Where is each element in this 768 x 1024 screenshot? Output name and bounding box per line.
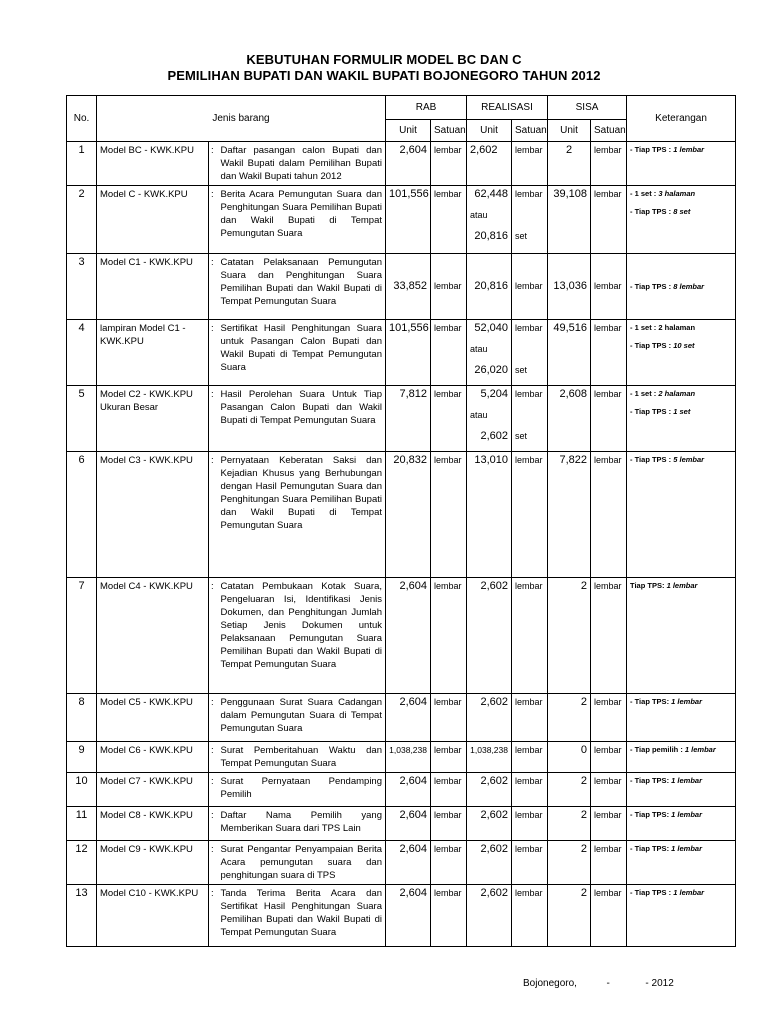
cell-description: Catatan Pelaksanaan Pemungutan Suara dan Penghitungan Suara Pemilihan Bupati dan Wakil Bupati di Tempat Pemungutan Suara <box>218 254 386 320</box>
header-realisasi-unit: Unit <box>467 120 512 142</box>
cell-no: 2 <box>67 186 97 254</box>
realisasi-unit-value: 62,448 <box>474 188 508 200</box>
cell-rab-satuan: lembar <box>431 773 467 807</box>
cell-model: Model C4 - KWK.KPU <box>97 578 209 694</box>
cell-realisasi-satuan: lembar <box>512 742 548 773</box>
cell-sisa-satuan: lembar <box>591 773 627 807</box>
table-row <box>67 807 736 841</box>
cell-rab-satuan: lembar <box>431 320 467 386</box>
keterangan-label: - Tiap TPS: <box>630 697 670 706</box>
cell-sisa-unit: 13,036 <box>548 254 591 320</box>
cell-sisa-unit: 49,516 <box>548 320 591 386</box>
cell-no: 4 <box>67 320 97 386</box>
keterangan-value: 5 lembar <box>673 455 705 464</box>
cell-description: Daftar Nama Pemilih yang Memberikan Suara dari TPS Lain <box>218 807 386 841</box>
keterangan-value: 1 lembar <box>673 888 705 897</box>
realisasi-or-label: atau <box>470 210 488 220</box>
cell-realisasi-satuan <box>512 320 548 386</box>
cell-colon: : <box>209 694 218 742</box>
cell-colon: : <box>209 320 218 386</box>
cell-rab-satuan: lembar <box>431 386 467 452</box>
keterangan-value-2: 1 set <box>673 407 691 416</box>
cell-sisa-satuan: lembar <box>591 578 627 694</box>
cell-realisasi-satuan <box>512 186 548 254</box>
cell-no: 12 <box>67 841 97 885</box>
cell-description: Surat Pengantar Penyampaian Berita Acara pemungutan suara dan penghitungan suara di TPS <box>218 841 386 885</box>
cell-realisasi-satuan: lembar <box>512 694 548 742</box>
cell-realisasi-satuan: lembar <box>512 254 548 320</box>
cell-model: Model C6 - KWK.KPU <box>97 742 209 773</box>
cell-keterangan <box>627 142 736 186</box>
cell-realisasi-satuan: lembar <box>512 773 548 807</box>
realisasi-set-satuan: set <box>515 231 528 241</box>
cell-model: Model BC - KWK.KPU <box>97 142 209 186</box>
realisasi-satuan-value: lembar <box>515 389 543 399</box>
cell-sisa-satuan: lembar <box>591 885 627 947</box>
cell-model: Model C5 - KWK.KPU <box>97 694 209 742</box>
cell-model: lampiran Model C1 - KWK.KPU <box>97 320 209 386</box>
cell-model: Model C7 - KWK.KPU <box>97 773 209 807</box>
footer-dash: - <box>606 978 610 989</box>
cell-rab-unit: 2,604 <box>386 841 431 885</box>
keterangan-label: Tiap TPS: <box>630 581 665 590</box>
cell-rab-unit: 1,038,238 <box>386 742 431 773</box>
cell-realisasi-unit: 2,602 <box>467 841 512 885</box>
table-row <box>67 885 736 947</box>
cell-realisasi-satuan: lembar <box>512 578 548 694</box>
cell-sisa-satuan: lembar <box>591 254 627 320</box>
table-row <box>67 254 736 320</box>
cell-sisa-satuan: lembar <box>591 742 627 773</box>
cell-realisasi-satuan: lembar <box>512 142 548 186</box>
cell-description: Surat Pemberitahuan Waktu dan Tempat Pemungutan Suara <box>218 742 386 773</box>
header-no: No. <box>67 96 97 142</box>
header-sisa-unit: Unit <box>548 120 591 142</box>
cell-description: Hasil Perolehan Suara Untuk Tiap Pasangan Calon Bupati dan Wakil Bupati di Tempat Pemungutan Suara <box>218 386 386 452</box>
keterangan-value: 1 lembar <box>671 776 703 785</box>
keterangan-label: - Tiap TPS: <box>630 844 670 853</box>
cell-colon: : <box>209 254 218 320</box>
cell-keterangan <box>627 320 736 386</box>
cell-realisasi-unit: 2,602 <box>467 885 512 947</box>
cell-colon: : <box>209 142 218 186</box>
keterangan-value-2: 10 set <box>673 341 695 350</box>
cell-realisasi-unit: 2,602 <box>467 142 512 186</box>
cell-no: 7 <box>67 578 97 694</box>
cell-model: Model C8 - KWK.KPU <box>97 807 209 841</box>
cell-colon: : <box>209 386 218 452</box>
keterangan-value: 1 lembar <box>671 844 703 853</box>
cell-rab-satuan: lembar <box>431 841 467 885</box>
cell-description: Daftar pasangan calon Bupati dan Wakil Bupati dalam Pemilihan Bupati dan Wakil Bupati tahun 2012 <box>218 142 386 186</box>
header-keterangan: Keterangan <box>627 96 736 142</box>
cell-sisa-unit: 7,822 <box>548 452 591 578</box>
cell-keterangan <box>627 773 736 807</box>
realisasi-set-satuan: set <box>515 431 528 441</box>
cell-realisasi-satuan: lembar <box>512 841 548 885</box>
cell-sisa-satuan: lembar <box>591 807 627 841</box>
cell-rab-satuan: lembar <box>431 254 467 320</box>
cell-rab-unit: 33,852 <box>386 254 431 320</box>
keterangan-value: 1 lembar <box>671 697 703 706</box>
cell-rab-unit: 2,604 <box>386 773 431 807</box>
cell-realisasi-unit: 1,038,238 <box>467 742 512 773</box>
header-sisa-satuan: Satuan <box>591 120 627 142</box>
cell-rab-unit: 2,604 <box>386 578 431 694</box>
footer-place: Bojonegoro, <box>523 978 577 989</box>
keterangan-value: 8 lembar <box>673 281 705 291</box>
cell-colon: : <box>209 885 218 947</box>
cell-realisasi-unit <box>467 386 512 452</box>
cell-sisa-unit: 2 <box>548 885 591 947</box>
cell-description: Penggunaan Surat Suara Cadangan dalam Pemungutan Suara di Tempat Pemungutan Suara <box>218 694 386 742</box>
keterangan-label: - 1 set : <box>630 389 657 398</box>
cell-keterangan <box>627 841 736 885</box>
cell-rab-unit: 2,604 <box>386 142 431 186</box>
cell-no: 13 <box>67 885 97 947</box>
realisasi-or-label: atau <box>470 410 488 420</box>
cell-description: Catatan Pembukaan Kotak Suara, Pengeluaran Isi, Identifikasi Jenis Dokumen, dan Penghitungan Jumlah Setiap Jenis Dokumen untuk Pelaksanaan Pemungutan Suara Pemilihan Bupati dan Wakil Bupati di Tempat Pemungutan Suara <box>218 578 386 694</box>
keterangan-label: - Tiap TPS : <box>630 888 672 897</box>
cell-keterangan <box>627 885 736 947</box>
cell-sisa-satuan: lembar <box>591 386 627 452</box>
cell-colon: : <box>209 773 218 807</box>
cell-sisa-satuan: lembar <box>591 452 627 578</box>
cell-no: 5 <box>67 386 97 452</box>
cell-no: 1 <box>67 142 97 186</box>
header-realisasi-satuan: Satuan <box>512 120 548 142</box>
cell-rab-satuan: lembar <box>431 578 467 694</box>
table-row <box>67 142 736 186</box>
cell-colon: : <box>209 841 218 885</box>
header-rab-satuan: Satuan <box>431 120 467 142</box>
keterangan-value-2: 8 set <box>673 207 691 216</box>
header-jenis-barang: Jenis barang <box>97 96 386 142</box>
cell-rab-satuan: lembar <box>431 186 467 254</box>
cell-realisasi-unit <box>467 186 512 254</box>
cell-no: 9 <box>67 742 97 773</box>
cell-no: 8 <box>67 694 97 742</box>
keterangan-value: 1 lembar <box>673 145 705 154</box>
cell-realisasi-unit: 2,602 <box>467 578 512 694</box>
cell-realisasi-satuan <box>512 386 548 452</box>
realisasi-unit-value: 52,040 <box>474 322 508 334</box>
keterangan-value: 3 halaman <box>658 189 696 198</box>
cell-colon: : <box>209 807 218 841</box>
cell-keterangan <box>627 807 736 841</box>
cell-keterangan <box>627 452 736 578</box>
cell-no: 10 <box>67 773 97 807</box>
realisasi-satuan-value: lembar <box>515 323 543 333</box>
cell-sisa-unit: 0 <box>548 742 591 773</box>
keterangan-label: - 1 set : 2 halaman <box>630 323 696 332</box>
keterangan-label: - Tiap TPS : <box>630 145 672 154</box>
cell-rab-unit: 7,812 <box>386 386 431 452</box>
keterangan-value: 2 halaman <box>658 389 696 398</box>
cell-realisasi-unit: 13,010 <box>467 452 512 578</box>
cell-rab-satuan: lembar <box>431 807 467 841</box>
cell-model: Model C3 - KWK.KPU <box>97 452 209 578</box>
cell-realisasi-unit: 2,602 <box>467 773 512 807</box>
header-rab-unit: Unit <box>386 120 431 142</box>
cell-colon: : <box>209 186 218 254</box>
cell-description: Pernyataan Keberatan Saksi dan Kejadian Khusus yang Berhubungan dengan Hasil Pemungutan Suara dan Penghitungan Suara Pemilihan Bupati dan Wakil Bupati di Tempat Pemungutan Suara <box>218 452 386 578</box>
cell-realisasi-unit: 20,816 <box>467 254 512 320</box>
cell-rab-satuan: lembar <box>431 694 467 742</box>
keterangan-value: 1 lembar <box>666 581 698 590</box>
keterangan-label: - Tiap TPS : <box>630 455 672 464</box>
keterangan-label-2: - Tiap TPS : <box>630 407 672 416</box>
cell-sisa-unit: 2 <box>548 807 591 841</box>
document-title-line1: KEBUTUHAN FORMULIR MODEL BC DAN C <box>246 52 522 67</box>
header-rab: RAB <box>386 96 467 120</box>
cell-sisa-unit: 2 <box>548 578 591 694</box>
cell-sisa-unit: 2 <box>548 142 591 186</box>
keterangan-label: - Tiap TPS : <box>630 281 672 291</box>
table-row <box>67 841 736 885</box>
cell-sisa-satuan: lembar <box>591 142 627 186</box>
cell-sisa-unit: 2 <box>548 694 591 742</box>
cell-description: Tanda Terima Berita Acara dan Sertifikat Hasil Penghitungan Suara Pemilihan Bupati dan Wakil Bupati di Tempat Pemungutan Suara <box>218 885 386 947</box>
cell-colon: : <box>209 578 218 694</box>
cell-realisasi-satuan: lembar <box>512 885 548 947</box>
cell-sisa-satuan: lembar <box>591 186 627 254</box>
cell-rab-unit: 101,556 <box>386 186 431 254</box>
cell-colon: : <box>209 452 218 578</box>
cell-keterangan <box>627 386 736 452</box>
realisasi-satuan-value: lembar <box>515 189 543 199</box>
cell-model: Model C9 - KWK.KPU <box>97 841 209 885</box>
cell-description: Sertifikat Hasil Penghitungan Suara untuk Pasangan Calon Bupati dan Wakil Bupati di Tempat Pemungutan Suara <box>218 320 386 386</box>
table-row <box>67 773 736 807</box>
realisasi-set-value: 20,816 <box>474 230 508 242</box>
realisasi-set-value: 2,602 <box>480 430 508 442</box>
cell-no: 11 <box>67 807 97 841</box>
cell-rab-satuan: lembar <box>431 742 467 773</box>
cell-sisa-unit: 2,608 <box>548 386 591 452</box>
cell-sisa-satuan: lembar <box>591 694 627 742</box>
cell-model: Model C10 - KWK.KPU <box>97 885 209 947</box>
cell-rab-unit: 2,604 <box>386 694 431 742</box>
keterangan-label: - Tiap pemilih : <box>630 745 683 754</box>
header-sisa: SISA <box>548 96 627 120</box>
realisasi-unit-value: 5,204 <box>480 388 508 400</box>
forms-requirement-table <box>66 95 736 947</box>
cell-colon: : <box>209 742 218 773</box>
keterangan-label: - Tiap TPS: <box>630 810 670 819</box>
cell-description: Surat Pernyataan Pendamping Pemilih <box>218 773 386 807</box>
cell-rab-unit: 2,604 <box>386 885 431 947</box>
footer-signature-date <box>523 978 674 989</box>
keterangan-label-2: - Tiap TPS : <box>630 207 672 216</box>
keterangan-label: - 1 set : <box>630 189 657 198</box>
cell-sisa-satuan: lembar <box>591 841 627 885</box>
cell-model: Model C - KWK.KPU <box>97 186 209 254</box>
cell-model: Model C2 - KWK.KPU Ukuran Besar <box>97 386 209 452</box>
cell-sisa-unit: 2 <box>548 773 591 807</box>
cell-rab-satuan: lembar <box>431 885 467 947</box>
table-row <box>67 578 736 694</box>
cell-no: 6 <box>67 452 97 578</box>
header-realisasi: REALISASI <box>467 96 548 120</box>
keterangan-value: 1 lembar <box>684 745 716 754</box>
table-row <box>67 452 736 578</box>
cell-sisa-unit: 2 <box>548 841 591 885</box>
table-row <box>67 320 736 386</box>
table-row <box>67 386 736 452</box>
cell-model: Model C1 - KWK.KPU <box>97 254 209 320</box>
cell-realisasi-satuan: lembar <box>512 807 548 841</box>
cell-keterangan <box>627 254 736 320</box>
footer-year: - 2012 <box>645 978 674 989</box>
cell-rab-unit: 101,556 <box>386 320 431 386</box>
cell-sisa-satuan: lembar <box>591 320 627 386</box>
keterangan-label: - Tiap TPS: <box>630 776 670 785</box>
keterangan-label-2: - Tiap TPS : <box>630 341 672 350</box>
cell-description: Berita Acara Pemungutan Suara dan Penghitungan Suara Pemilihan Bupati dan Wakil Bupati di Tempat Pemungutan Suara <box>218 186 386 254</box>
cell-sisa-unit: 39,108 <box>548 186 591 254</box>
cell-keterangan <box>627 186 736 254</box>
table-row <box>67 186 736 254</box>
cell-keterangan <box>627 742 736 773</box>
cell-no: 3 <box>67 254 97 320</box>
cell-rab-satuan: lembar <box>431 452 467 578</box>
realisasi-set-satuan: set <box>515 365 528 375</box>
cell-realisasi-unit: 2,602 <box>467 694 512 742</box>
cell-realisasi-unit: 2,602 <box>467 807 512 841</box>
cell-keterangan <box>627 694 736 742</box>
cell-rab-unit: 20,832 <box>386 452 431 578</box>
cell-realisasi-unit <box>467 320 512 386</box>
realisasi-or-label: atau <box>470 344 488 354</box>
document-title-line2: PEMILIHAN BUPATI DAN WAKIL BUPATI BOJONEGORO TAHUN 2012 <box>167 68 601 83</box>
realisasi-set-value: 26,020 <box>474 364 508 376</box>
table-row <box>67 742 736 773</box>
table-row <box>67 694 736 742</box>
keterangan-value: 1 lembar <box>671 810 703 819</box>
header-row-top <box>67 96 736 120</box>
cell-rab-unit: 2,604 <box>386 807 431 841</box>
cell-realisasi-satuan: lembar <box>512 452 548 578</box>
cell-rab-satuan: lembar <box>431 142 467 186</box>
cell-keterangan <box>627 578 736 694</box>
